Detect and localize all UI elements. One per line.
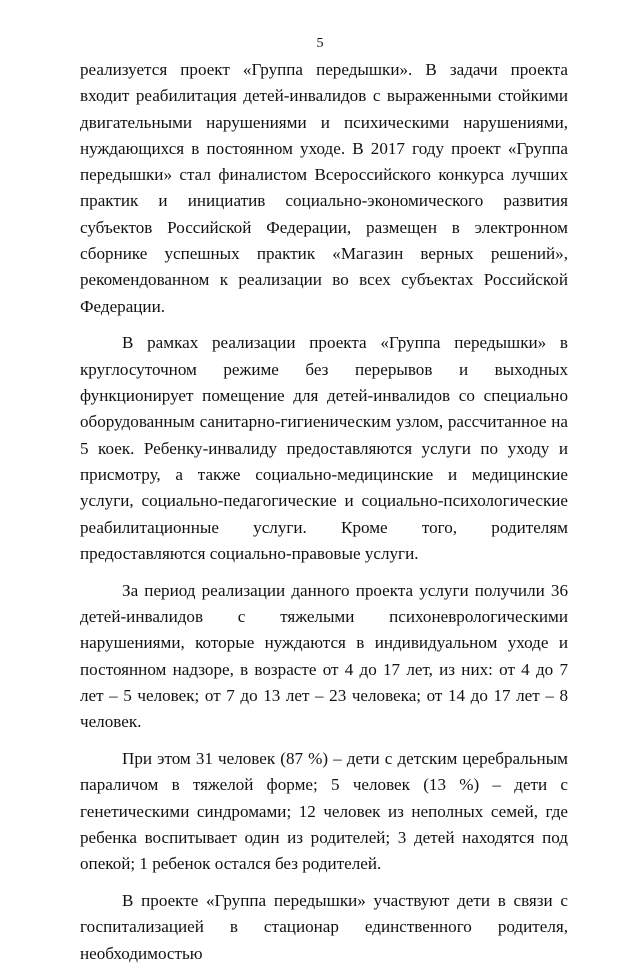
paragraph-continuation: реализуется проект «Группа передышки». В задачи проекта входит реабилитация детей-инвалидов с выраженными стойкими двигательными нарушениями и психическими нарушениями, нуждающихся в постоянном уходе. В 2017 году проект «Группа передышки» стал финалистом Всероссийского конкурса лучших практик и инициатив социально-экономического развития субъектов Российской Федерации, размещен в электронном сборнике успешных практик «Магазин верных решений», рекомендованном к реализации во всех субъектах Российской Федерации. — [80, 60, 568, 316]
paragraph-participation-reasons: В проекте «Группа передышки» участвуют дети в связи с госпитализацией в стационар единственного родителя, необходимостью — [80, 890, 568, 963]
page-number: 5 — [316, 36, 324, 51]
document-body — [80, 57, 568, 977]
paragraph-project-period-stats: За период реализации данного проекта услуги получили 36 детей-инвалидов с тяжелыми психоневрологическими нарушениями, которые нуждаются в индивидуальном уходе и постоянном надзоре, в возрасте от 4 до 17 лет, из них: от 4 до 7 лет – 5 человек; от 7 до 13 лет – 23 человека; от 14 до 17 лет – 8 человек. — [80, 580, 568, 732]
paragraph-respite-group-room: В рамках реализации проекта «Группа передышки» в круглосуточном режиме без перерывов и выходных функционирует помещение для детей-инвалидов со специально оборудованным санитарно-гигиеническим узлом, рассчитанное на 5 коек. Ребенку-инвалиду предоставляются услуги по уходу и присмотру, а также социально-медицинские и медицинские услуги, социально-педагогические и социально-психологические реабилитационные услуги. Кроме того, родителям предоставляются социально-правовые услуги. — [80, 333, 568, 563]
paragraph-diagnosis-stats: При этом 31 человек (87 %) – дети с детским церебральным параличом в тяжелой форме; 5 человек (13 %) – дети с генетическими синдромами; 12 человек из неполных семей, где ребенка воспитывает один из родителей; 3 детей находятся под опекой; 1 ребенок остался без родителей. — [80, 748, 568, 874]
